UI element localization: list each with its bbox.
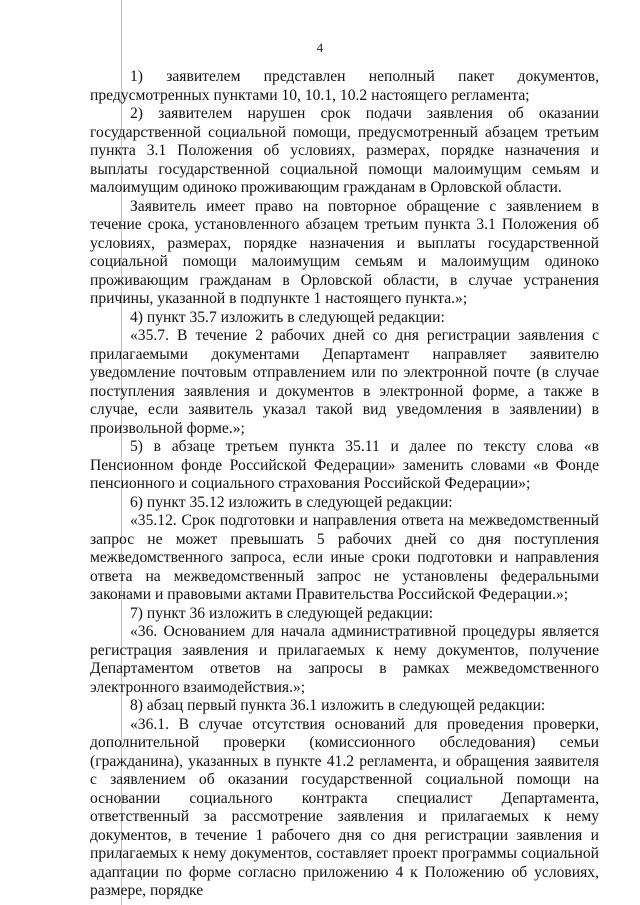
paragraph-clause-35-12: «35.12. Срок подготовки и направления ответа на межведомственный запрос не может превышать 5 рабочих дней со дня поступления межведомственного запроса, если иные сроки подготовки и направления ответа на межведомственный запрос не установлены федеральными законами и правовыми актами Правительства Российской Федерации.»; xyxy=(90,512,599,603)
paragraph-item-1: 1) заявителем представлен неполный пакет документов, предусмотренных пунктами 10, 10.1, 10.2 настоящего регламента; xyxy=(90,68,599,104)
page-number: 4 xyxy=(316,40,324,55)
paragraph-amendment-8: 8) абзац первый пункта 36.1 изложить в следующей редакции: xyxy=(130,697,546,714)
paragraph-clause-36: «36. Основанием для начала административной процедуры является регистрация заявления и прилагаемых к нему документов, получение Департаментом ответов на запросы в рамках межведомственного электронного взаимодействия.»; xyxy=(90,623,599,696)
paragraph-amendment-4: 4) пункт 35.7 изложить в следующей редакции: xyxy=(130,308,445,326)
document-body xyxy=(90,68,599,901)
paragraph-item-2: 2) заявителем нарушен срок подачи заявления об оказании государственной социальной помощи, предусмотренный абзацем третьим пункта 3.1 Положения об условиях, размерах, порядке назначения и выплаты государственной социальной помощи малоимущим семьям и малоимущим одиноко проживающим гражданам в Орловской области. xyxy=(90,105,599,196)
paragraph-amendment-7: 7) пункт 36 изложить в следующей редакции: xyxy=(130,604,434,622)
paragraph-clause-35-7: «35.7. В течение 2 рабочих дней со дня регистрации заявления с прилагаемыми документами Департамент направляет заявителю уведомление почтовым отправлением или по электронной почте (в случае поступления заявления и документов в электронной форме, а также в случае, если заявитель указал такой вид уведомления в заявлении) в произвольной форме.»; xyxy=(90,327,599,437)
paragraph-repeat-application: Заявитель имеет право на повторное обращение с заявлением в течение срока, установленного абзацем третьим пункта 3.1 Положения об условиях, размерах, порядке назначения и выплаты государственной социальной помощи малоимущим семьям и малоимущим одиноко проживающим гражданам в Орловской области, в случае устранения причины, указанной в подпункте 1 настоящего пункта.»; xyxy=(90,197,599,307)
paragraph-amendment-5: 5) в абзаце третьем пункта 35.11 и далее по тексту слова «в Пенсионном фонде Российской Федерации» заменить словами «в Фонде пенсионного и социального страхования Российской Федерации»; xyxy=(90,438,599,492)
paragraph-clause-36-1: «36.1. В случае отсутствия оснований для проведения проверки, дополнительной проверки (комиссионного обследования) семьи (гражданина), указанных в пункте 41.2 регламента, и обращения заявителя с заявлением об оказании государственной социальной помощи на основании социального контракта специалист Департамента, ответственный за рассмотрение заявления и прилагаемых к нему документов, в течение 1 рабочего дня со дня регистрации заявления и прилагаемых к нему документов, составляет проект программы социальной адаптации по форме согласно приложению 4 к Положению об условиях, размере, порядке xyxy=(90,715,599,899)
paragraph-amendment-6: 6) пункт 35.12 изложить в следующей редакции: xyxy=(130,493,453,511)
